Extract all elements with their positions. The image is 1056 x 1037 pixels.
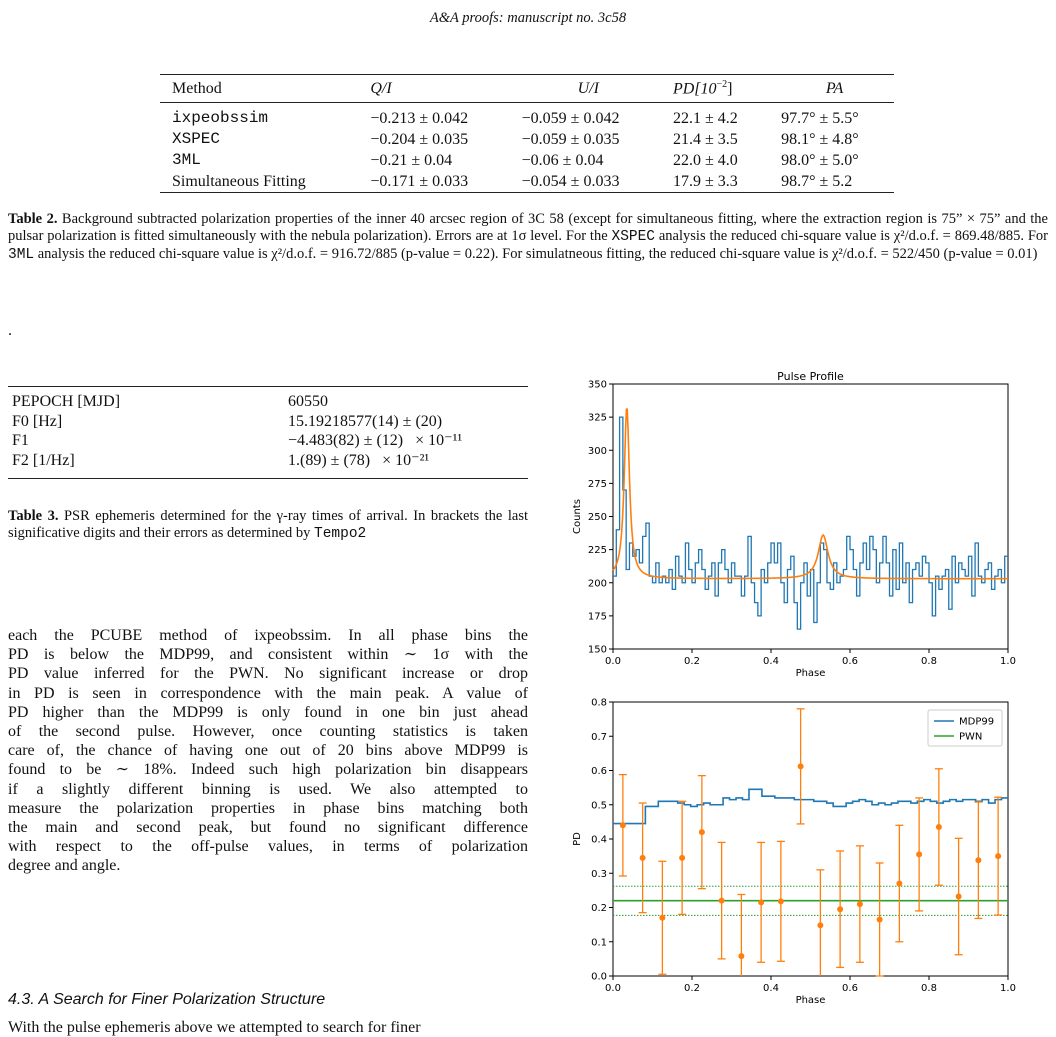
data-point xyxy=(738,953,744,959)
y-axis-label: Counts xyxy=(572,499,583,534)
data-point xyxy=(916,851,922,857)
table-cell: −0.171 ± 0.033 xyxy=(370,173,469,191)
y-tick-label: 0.4 xyxy=(591,834,607,846)
col-ui: U/I xyxy=(577,79,599,97)
text-line: each the PCUBE method of ixpeobssim. In all phase bins the xyxy=(8,627,528,644)
data-point xyxy=(956,894,962,900)
counts-histogram xyxy=(613,417,1008,629)
text-line: PD is below the MDP99, and consistent within ∼ 1σ with the xyxy=(8,646,528,664)
table-row xyxy=(8,431,528,451)
table-header-row xyxy=(160,75,894,103)
data-point xyxy=(936,824,942,830)
y-tick-label: 0.3 xyxy=(591,868,607,880)
legend-mdp99-label: MDP99 xyxy=(959,716,995,728)
y-tick-label: 325 xyxy=(587,412,607,424)
x-axis-label: Phase xyxy=(795,668,826,679)
data-point xyxy=(817,922,823,928)
data-point xyxy=(620,822,626,828)
table-3 xyxy=(8,386,528,479)
y-tick-label: 0.1 xyxy=(591,937,607,949)
data-point xyxy=(640,855,646,861)
text-line: found to be ∼ 18%. Indeed such high polarization bin disappears xyxy=(8,761,528,779)
section-heading: 4.3. A Search for Finer Polarization Structure xyxy=(8,991,326,1008)
table-cell: 21.4 ± 3.5 xyxy=(672,131,738,149)
table-cell: 17.9 ± 3.3 xyxy=(672,173,738,191)
table-cell: 3ML xyxy=(172,151,201,170)
table-row xyxy=(8,451,528,479)
y-tick-label: 225 xyxy=(587,545,607,557)
param-value: 60550 xyxy=(288,393,328,410)
table-cell: −0.054 ± 0.033 xyxy=(521,173,620,191)
x-tick-label: 0.4 xyxy=(763,656,779,667)
data-point xyxy=(837,906,843,912)
data-point xyxy=(699,829,705,835)
text-line: if a slightly different binning is used. We also attempted to xyxy=(8,780,528,798)
y-tick-label: 275 xyxy=(587,478,607,490)
legend-pwn-label: PWN xyxy=(959,731,983,743)
data-point xyxy=(758,899,764,905)
param-name: F1 xyxy=(12,432,29,449)
data-point xyxy=(719,898,725,904)
table-row xyxy=(8,412,528,432)
text-line: the main and second peak, but found no significant difference xyxy=(8,819,528,837)
y-tick-label: 0.6 xyxy=(591,766,607,777)
data-point xyxy=(659,915,665,921)
table-cell: −0.21 ± 0.04 xyxy=(370,152,453,170)
table-cell: −0.059 ± 0.035 xyxy=(521,131,620,149)
table-row xyxy=(160,171,894,193)
y-tick-label: 0.8 xyxy=(591,697,607,709)
col-pa: PA xyxy=(825,79,844,97)
table-row xyxy=(160,150,894,171)
x-tick-label: 0.2 xyxy=(684,656,700,667)
param-value: −4.483(82) ± (12) × 10⁻¹¹ xyxy=(288,432,463,449)
table-cell: 98.0° ± 5.0° xyxy=(781,152,859,170)
table-cell: XSPEC xyxy=(172,130,221,149)
text-line: degree and angle. xyxy=(8,857,121,875)
col-qi: Q/I xyxy=(370,79,392,97)
y-tick-label: 0.2 xyxy=(591,903,607,914)
table-cell: 22.0 ± 4.0 xyxy=(672,152,738,170)
col-pd: $PD[10^{-2}]$ xyxy=(672,79,733,98)
y-tick-label: 175 xyxy=(587,611,607,623)
y-tick-label: 350 xyxy=(587,379,607,391)
data-point xyxy=(679,855,685,861)
data-point xyxy=(995,853,1001,859)
text-line: care of, the chance of having one out of 20 bins above MDP99 is xyxy=(8,742,528,760)
col-method: Method xyxy=(172,79,222,97)
x-tick-label: 0.0 xyxy=(605,656,621,667)
table-cell: −0.059 ± 0.042 xyxy=(521,110,620,128)
data-point xyxy=(975,857,981,863)
y-tick-label: 0.5 xyxy=(591,800,607,812)
table-cell: Simultaneous Fitting xyxy=(172,173,306,191)
table-cell: 98.1° ± 4.8° xyxy=(781,131,859,149)
param-name: F2 [1/Hz] xyxy=(12,451,75,469)
mdp99-line xyxy=(613,789,1008,823)
param-value: 15.19218577(14) ± (20) xyxy=(288,412,443,430)
stray-dot: . xyxy=(8,322,12,339)
x-tick-label: 1.0 xyxy=(1000,983,1016,994)
param-name: PEPOCH [MJD] xyxy=(12,393,121,410)
y-tick-label: 150 xyxy=(587,644,607,656)
x-tick-label: 1.0 xyxy=(1000,656,1016,667)
table-2 xyxy=(160,74,894,193)
y-tick-label: 250 xyxy=(587,512,607,523)
x-axis-label: Phase xyxy=(795,995,826,1006)
text-line: in PD is seen in correspondence with the main peak. A value of xyxy=(8,684,528,702)
table-cell: −0.06 ± 0.04 xyxy=(521,152,604,170)
text-line: of the second pulse. However, once counting statistics is taken xyxy=(8,723,528,741)
table-row xyxy=(8,387,528,412)
model-curve xyxy=(613,409,1008,579)
table-cell: −0.213 ± 0.042 xyxy=(370,110,469,128)
table-row xyxy=(160,103,894,130)
page-header: A&A proofs: manuscript no. 3c58 xyxy=(429,10,627,26)
table-2-caption: Table 2. Background subtracted polarization properties of the inner 40 arcsec region of 3C 58 (except for simultaneous fitting, where the extraction region is 75” × 75” and the pulsar polarization is fitted simultaneously with the nebula polarization). Errors are at 1σ level. For the XSPEC analysis the reduced chi-square value is χ²/d.o.f. = 869.48/885. For 3ML analysis the reduced chi-square value is χ²/d.o.f. = 916.72/885 (p-value = 0.22). For simulatneous fitting, the reduced chi-square value is χ²/d.o.f. = 522/450 (p-value = 0.01) xyxy=(8,211,1049,263)
y-tick-label: 0.0 xyxy=(591,971,607,983)
table-cell: 97.7° ± 5.5° xyxy=(781,110,859,128)
data-point xyxy=(778,898,784,904)
text-line: PD value inferred for the PWN. No significant increase or drop xyxy=(8,665,528,683)
x-tick-label: 0.8 xyxy=(921,983,937,994)
y-axis-label: PD xyxy=(572,832,583,846)
text-line: measure the polarization properties in phase bins matching both xyxy=(8,799,528,817)
table-cell: ixpeobssim xyxy=(172,109,269,128)
data-point xyxy=(857,901,863,907)
body-text-continued: With the pulse ephemeris above we attempted to search for finer xyxy=(8,1019,421,1036)
x-tick-label: 0.0 xyxy=(605,983,621,994)
param-value: 1.(89) ± (78) × 10⁻²¹ xyxy=(288,451,430,469)
table-row xyxy=(160,129,894,150)
param-name: F0 [Hz] xyxy=(12,412,63,430)
y-tick-label: 300 xyxy=(587,445,607,457)
pd-phase-chart xyxy=(560,692,1050,1006)
y-tick-label: 200 xyxy=(587,578,607,590)
x-tick-label: 0.8 xyxy=(921,656,937,667)
x-tick-label: 0.6 xyxy=(842,983,858,994)
table-cell: −0.204 ± 0.035 xyxy=(370,131,469,149)
data-point xyxy=(798,763,804,769)
chart-title: Pulse Profile xyxy=(777,370,844,383)
pulse-profile-chart xyxy=(560,366,1050,682)
data-point xyxy=(877,916,883,922)
table-cell: 98.7° ± 5.2 xyxy=(781,173,853,191)
data-point xyxy=(896,881,902,887)
y-tick-label: 0.7 xyxy=(591,731,607,743)
x-tick-label: 0.6 xyxy=(842,656,858,667)
text-line: with respect to the off-pulse values, in terms of polarization xyxy=(8,838,528,856)
x-tick-label: 0.4 xyxy=(763,983,779,994)
table-cell: 22.1 ± 4.2 xyxy=(672,110,738,128)
text-line: PD higher than the MDP99 is only found in one bin just ahead xyxy=(8,703,528,721)
table-3-caption: Table 3. PSR ephemeris determined for the γ-ray times of arrival. In brackets the last significative digits and their errors as determined by Tempo2 xyxy=(8,508,528,542)
body-text xyxy=(8,626,528,876)
x-tick-label: 0.2 xyxy=(684,983,700,994)
